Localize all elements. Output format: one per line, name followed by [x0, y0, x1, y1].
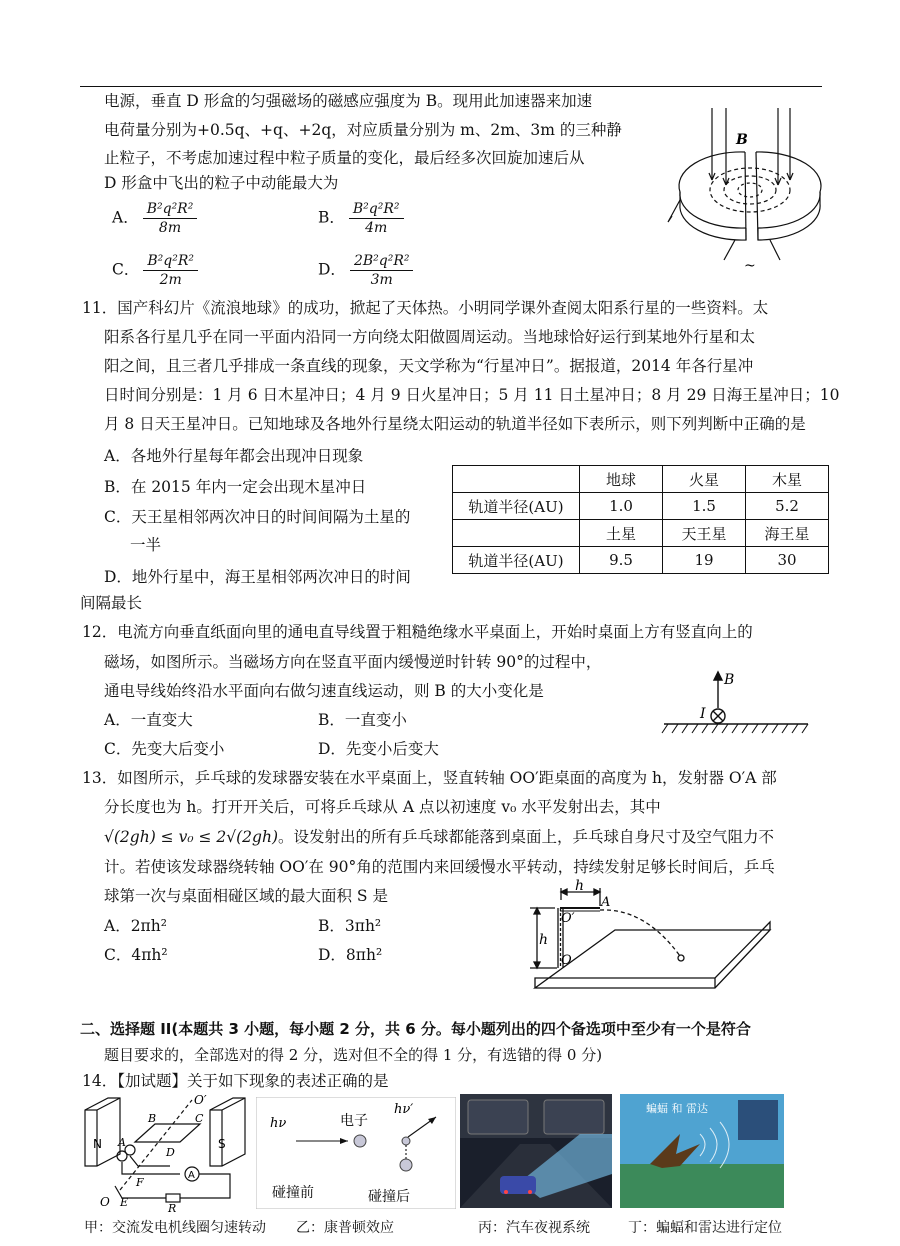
q12-option-b[interactable]: B．一直变小: [318, 711, 407, 729]
compton-figure: [256, 1097, 456, 1209]
section-2-line-1: 二、选择题 II(本题共 3 小题，每小题 2 分，共 6 分。每小题列出的四个备选项中至少有一个是符合: [80, 1020, 751, 1038]
option-label: B．: [318, 208, 345, 227]
point-o: O: [100, 1195, 110, 1209]
scattered-photon-label: hν′: [394, 1102, 414, 1117]
numerator: B²q²R²: [143, 200, 198, 219]
point-b: B: [148, 1112, 157, 1125]
section-2-line-2: 题目要求的，全部选对的得 2 分，选对但不全的得 1 分，有选错的得 0 分): [104, 1046, 603, 1064]
point-a: A: [601, 895, 611, 910]
denominator: 3m: [370, 272, 393, 288]
incident-photon-label: hν: [270, 1116, 287, 1131]
q11-line-1: 11．国产科幻片《流浪地球》的成功，掀起了天体热。小明同学课外查阅太阳系行星的一些资料。太: [82, 299, 769, 317]
q13-line-4: 计。若使该发球器绕转轴 OO′在 90°角的范围内来回缓慢水平转动，持续发射足够长时间后，乒乓: [104, 858, 775, 876]
length-label-h: h: [575, 878, 585, 894]
q13-line-3-rest: 。设发射出的所有乒乓球都能落到桌面上，乒乓球自身尺寸及空气阻力不: [278, 828, 775, 846]
magnet-n-label: N: [93, 1137, 102, 1151]
table-cell: 海王星: [746, 520, 829, 547]
q13-line-2: 分长度也为 h。打开开关后，可将乒乓球从 A 点以初速度 v₀ 水平发射出去，其中: [104, 798, 661, 816]
table-cell: 土星: [580, 520, 663, 547]
q10-line-3: 止粒子，不考虑加速过程中粒子质量的变化，最后经多次回旋加速后从: [104, 149, 585, 167]
table-cell: [453, 520, 580, 547]
table-cell: 19: [663, 547, 746, 574]
q14-stem: 14．【加试题】关于如下现象的表述正确的是: [82, 1072, 389, 1090]
magnet-s-label: S: [218, 1137, 226, 1151]
q13-line-3: [104, 826, 774, 848]
caption-ding: 丁：蝙蝠和雷达进行定位: [628, 1220, 782, 1236]
table-row: [453, 520, 829, 547]
caption-jia: 甲：交流发电机线圈匀速转动: [84, 1220, 266, 1236]
point-d: D: [166, 1146, 175, 1159]
ball-launcher-figure: [525, 878, 780, 993]
q13-option-b[interactable]: B．3πh²: [318, 917, 382, 935]
numerator: 2B²q²R²: [350, 252, 414, 271]
field-label: B: [724, 672, 735, 688]
q11-option-d[interactable]: D．地外行星中，海王星相邻两次冲日的时间: [104, 568, 411, 586]
resistor-label: R: [168, 1202, 177, 1212]
q11-option-d-cont: 间隔最长: [80, 594, 143, 612]
q12-option-c[interactable]: C．先变大后变小: [104, 740, 225, 758]
option-label: A．: [112, 208, 139, 227]
height-label-h: h: [539, 932, 549, 948]
table-row: [453, 466, 829, 493]
magnetic-field-label: B: [736, 132, 748, 148]
table-row: [453, 493, 829, 520]
table-cell: 地球: [580, 466, 663, 493]
q11-option-c-cont: 一半: [130, 536, 162, 554]
point-f: F: [136, 1176, 144, 1189]
q11-line-4: 日时间分别是：1 月 6 日木星冲日；4 月 9 日火星冲日；5 月 11 日土星冲日；8 月 29 日海王星冲日；10: [104, 386, 840, 404]
point-c: C: [195, 1112, 204, 1125]
q11-line-5: 月 8 日天王星冲日。已知地球及各地外行星绕太阳运动的轨道半径如下表所示，则下列判断中正确的是: [104, 415, 806, 433]
generator-figure: [80, 1094, 250, 1212]
q13-line-5: 球第一次与桌面相碰区域的最大面积 S 是: [104, 887, 388, 905]
table-cell: 轨道半径(AU): [453, 493, 580, 520]
q10-line-1: 电源，垂直 D 形盒的匀强磁场的磁感应强度为 B。现用此加速器来加速: [104, 92, 593, 110]
q12-line-3: 通电导线始终沿水平面向右做匀速直线运动，则 B 的大小变化是: [104, 682, 544, 700]
q13-line-1: 13．如图所示，乒乓球的发球器安装在水平桌面上，竖直转轴 OO′距桌面的高度为 h，发射器 O′A 部: [82, 769, 777, 787]
table-cell: 1.5: [663, 493, 746, 520]
denominator: 2m: [159, 272, 182, 288]
table-cell: 9.5: [580, 547, 663, 574]
q10-option-d[interactable]: [318, 252, 413, 289]
q12-line-2: 磁场，如图所示。当磁场方向在竖直平面内缓慢逆时针转 90°的过程中，: [104, 653, 602, 671]
point-o-prime: O′: [561, 911, 575, 926]
fraction: [143, 200, 198, 237]
denominator: 8m: [158, 220, 182, 236]
q12-line-1: 12．电流方向垂直纸面向里的通电直导线置于粗糙绝缘水平桌面上，开始时桌面上方有竖直向上的: [82, 623, 753, 641]
after-collision-label: 碰撞后: [368, 1189, 410, 1205]
q11-line-2: 阳系各行星几乎在同一平面内沿同一方向绕太阳做圆周运动。当地球恰好运行到某地外行星和太: [104, 328, 756, 346]
current-label: I: [700, 706, 706, 722]
inequality: √(2gh) ≤ v₀ ≤ 2√(2gh): [104, 828, 278, 846]
q10-option-b[interactable]: [318, 200, 404, 237]
caption-bing: 丙：汽车夜视系统: [478, 1220, 590, 1236]
table-cell: 火星: [663, 466, 746, 493]
bat-radar-photo: [620, 1094, 784, 1208]
q11-option-a[interactable]: A．各地外行星每年都会出现冲日现象: [104, 447, 364, 465]
numerator: B²q²R²: [349, 200, 404, 219]
table-cell: 5.2: [746, 493, 829, 520]
top-rule: [80, 86, 822, 87]
numerator: B²q²R²: [143, 252, 198, 271]
night-vision-photo: [460, 1094, 612, 1208]
ammeter-label: A: [188, 1170, 195, 1181]
option-label: D．: [318, 260, 346, 279]
cyclotron-figure: [660, 100, 830, 275]
ac-source-label: ~: [744, 258, 756, 274]
caption-yi: 乙：康普顿效应: [296, 1220, 394, 1236]
photo-title: 蝙蝠 和 雷达: [646, 1102, 708, 1115]
fraction: [349, 200, 404, 237]
q10-line-4: D 形盒中飞出的粒子中动能最大为: [104, 174, 339, 192]
before-collision-label: 碰撞前: [272, 1185, 314, 1201]
fraction: [350, 252, 414, 289]
table-cell: 30: [746, 547, 829, 574]
table-cell: 1.0: [580, 493, 663, 520]
point-e: E: [120, 1196, 129, 1209]
table-cell: [453, 466, 580, 493]
q13-option-c[interactable]: C．4πh²: [104, 946, 168, 964]
q10-line-2: 电荷量分别为+0.5q、+q、+2q，对应质量分别为 m、2m、3m 的三种静: [104, 121, 622, 139]
q12-option-d[interactable]: D．先变小后变大: [318, 740, 439, 758]
point-o: O: [561, 953, 572, 968]
table-cell: 木星: [746, 466, 829, 493]
q13-option-d[interactable]: D．8πh²: [318, 946, 383, 964]
electron-label: 电子: [340, 1113, 368, 1129]
table-cell: 天王星: [663, 520, 746, 547]
wire-on-table-figure: [660, 668, 810, 738]
q11-option-b[interactable]: B．在 2015 年内一定会出现木星冲日: [104, 478, 367, 496]
fraction: [143, 252, 198, 289]
point-o-prime: O′: [194, 1094, 207, 1107]
table-row: [453, 547, 829, 574]
table-cell: 轨道半径(AU): [453, 547, 580, 574]
option-label: C．: [112, 260, 140, 279]
q10-option-a[interactable]: [112, 200, 197, 237]
q10-option-c[interactable]: [112, 252, 198, 289]
q11-line-3: 阳之间，且三者几乎排成一条直线的现象，天文学称为“行星冲日”。据报道，2014 年各行星冲: [104, 357, 754, 375]
q13-option-a[interactable]: A．2πh²: [104, 917, 167, 935]
point-a: A: [118, 1136, 126, 1149]
q11-option-c[interactable]: C．天王星相邻两次冲日的时间间隔为土星的: [104, 508, 411, 526]
denominator: 4m: [365, 220, 388, 236]
orbit-radius-table: [452, 465, 829, 574]
q12-option-a[interactable]: A．一直变大: [104, 711, 193, 729]
